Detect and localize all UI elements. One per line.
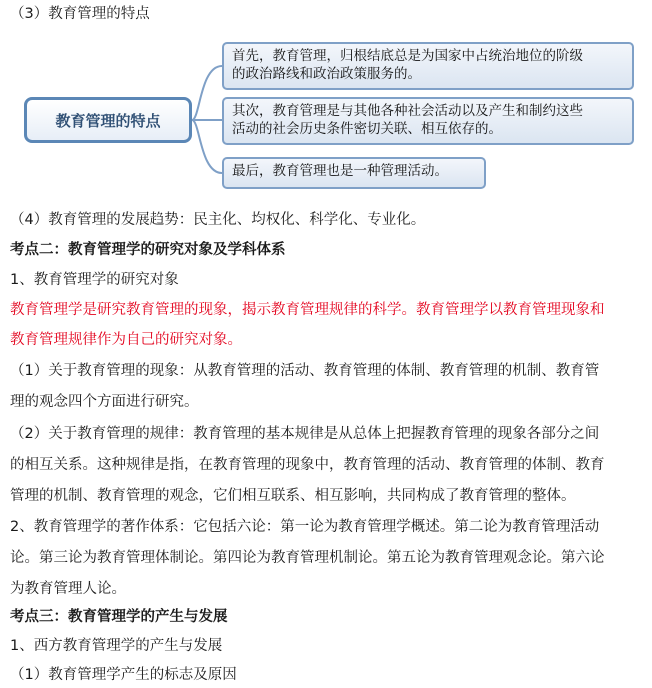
- kaodian-3-heading: 考点三：教育管理学的产生与发展: [10, 609, 228, 625]
- branch-2-line-2: 活动的社会历史条件密切关联、相互依存的。: [232, 121, 502, 137]
- kaodian-2-heading: 考点二：教育管理学的研究对象及学科体系: [10, 242, 286, 258]
- section-heading-3: （3）教育管理的特点: [10, 6, 150, 22]
- item-2-line-1: 2、教育管理学的著作体系：它包括六论：第一论为教育管理学概述。第二论为教育管理活动: [10, 519, 600, 535]
- p1-line-2: 理的观念四个方面进行研究。: [10, 394, 199, 410]
- mindmap-branch-3: [222, 157, 486, 189]
- p2-line-2: 的相互关系。这种规律是指，在教育管理的现象中，教育管理的活动、教育管理的体制、教育: [10, 457, 605, 473]
- p2-line-3: 管理的机制、教育管理的观念，它们相互联系、相互影响，共同构成了教育管理的整体。: [10, 488, 576, 504]
- mindmap-branch-2: [222, 97, 634, 145]
- p1-line-1: （1）关于教育管理的现象：从教育管理的活动、教育管理的体制、教育管理的机制、教育管: [10, 363, 600, 379]
- branch-2-line-1: 其次，教育管理是与其他各种社会活动以及产生和制约这些: [232, 103, 583, 119]
- branch-3-line-1: 最后，教育管理也是一种管理活动。: [232, 163, 448, 179]
- connector-1: [192, 66, 222, 120]
- mindmap-branch-1: [222, 42, 634, 90]
- section-4-trend: （4）教育管理的发展趋势：民主化、均权化、科学化、专业化。: [10, 212, 426, 228]
- item-2-line-2: 论。第三论为教育管理体制论。第四论为教育管理机制论。第五论为教育管理观念论。第六论: [10, 550, 605, 566]
- branch-1-line-2: 的政治路线和政治政策服务的。: [232, 66, 421, 82]
- branch-1-line-1: 首先，教育管理，归根结底总是为国家中占统治地位的阶级: [232, 48, 583, 64]
- item-3-sub-heading: （1）教育管理学产生的标志及原因: [10, 667, 237, 683]
- p2-line-1: （2）关于教育管理的规律：教育管理的基本规律是从总体上把握教育管理的现象各部分之间: [10, 426, 600, 442]
- item-1-heading: 1、教育管理学的研究对象: [10, 272, 179, 288]
- mindmap-root-node: 教育管理的特点: [24, 97, 192, 143]
- item-2-line-3: 为教育管理人论。: [10, 581, 126, 597]
- item-3-heading: 1、西方教育管理学的产生与发展: [10, 638, 223, 654]
- red-definition-line-2: 教育管理规律作为自己的研究对象。: [10, 332, 242, 348]
- connector-3: [192, 120, 222, 173]
- red-definition-line-1: 教育管理学是研究教育管理的现象，揭示教育管理规律的科学。教育管理学以教育管理现象和: [10, 302, 605, 318]
